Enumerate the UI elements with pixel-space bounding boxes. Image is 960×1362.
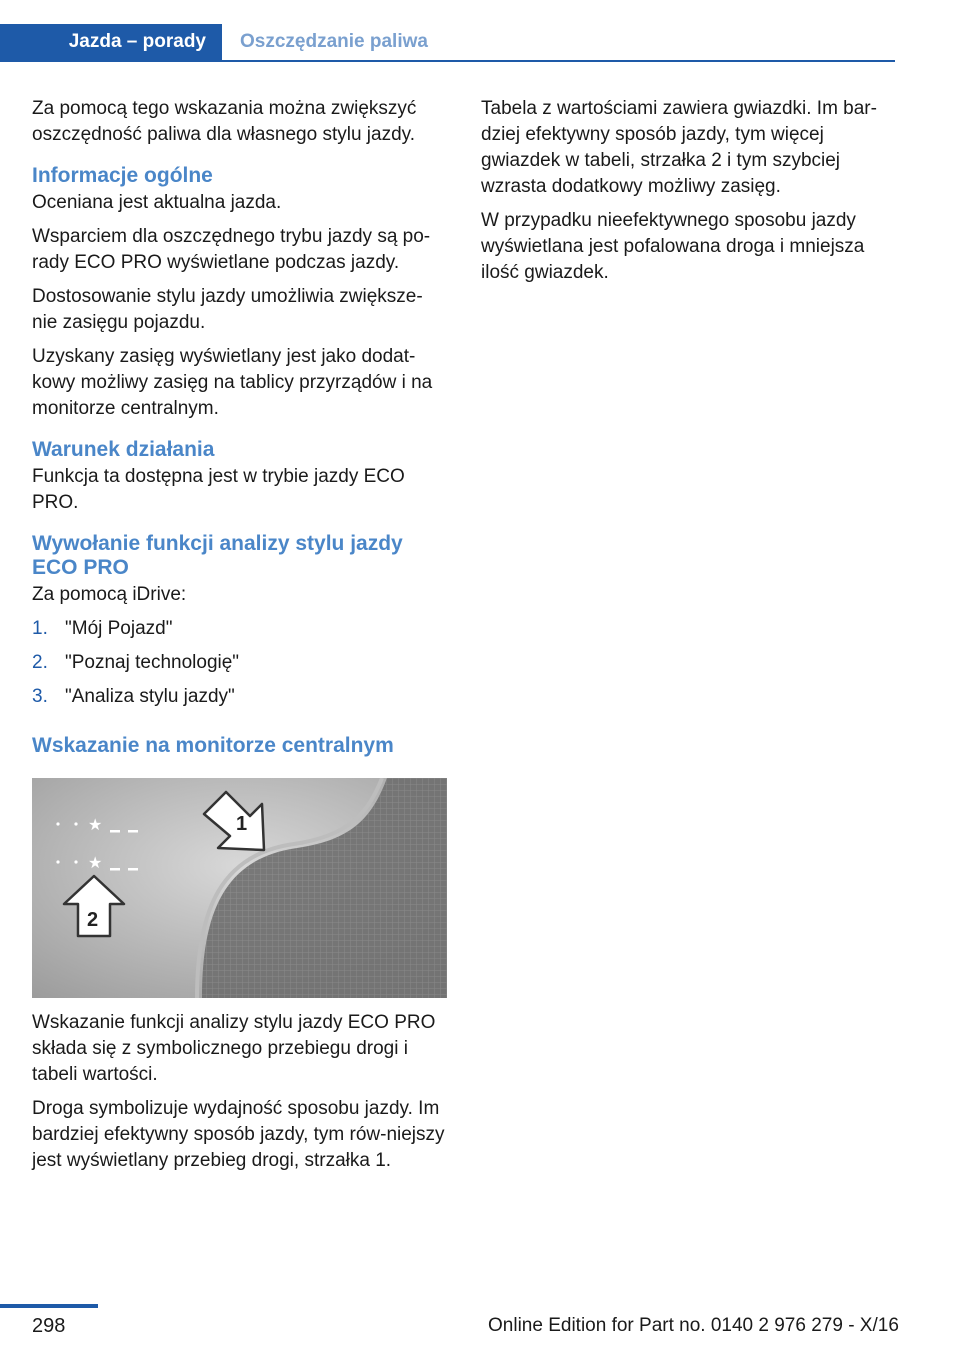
paragraph: Funkcja ta dostępna jest w trybie jazdy ECO PRO. <box>32 466 405 513</box>
heading-call-function: Wywołanie funkcji analizy stylu jazdy ECO PRO <box>32 532 403 579</box>
heading-display: Wskazanie na monitorze centralnym <box>32 734 394 757</box>
header-topic-tab <box>240 24 428 60</box>
header-divider <box>0 60 895 62</box>
step-text: "Analiza stylu jazdy" <box>65 686 235 707</box>
step-number: 1. <box>32 618 48 639</box>
header-section-label: Jazda – porady <box>68 31 206 52</box>
paragraph: Tabela z wartościami zawiera gwiazdki. Im bar-dziej efektywny sposób jazdy, tym więcej gwiazdek w tabeli, strzałka 2 i tym szybciej wzrasta dodatkowy możliwy zasięg. <box>481 98 877 197</box>
eco-pro-display-illustration <box>32 778 447 998</box>
paragraph: Wsparciem dla oszczędnego trybu jazdy są po-rady ECO PRO wyświetlane podczas jazdy. <box>32 226 431 273</box>
page-number: 298 <box>32 1315 66 1337</box>
step-number: 2. <box>32 652 48 673</box>
paragraph: Droga symbolizuje wydajność sposobu jazdy. Im bardziej efektywny sposób jazdy, tym rów-niejszy jest wyświetlany przebieg drogi, strzałka 1. <box>32 1098 445 1171</box>
paragraph: W przypadku nieefektywnego sposobu jazdy wyświetlana jest pofalowana droga i mniejsza ilość gwiazdek. <box>481 210 865 283</box>
svg-text:★: ★ <box>88 815 103 834</box>
heading-general: Informacje ogólne <box>32 164 213 187</box>
step-text: "Mój Pojazd" <box>65 618 173 639</box>
paragraph: Oceniana jest aktualna jazda. <box>32 192 282 213</box>
left-column <box>32 96 448 1182</box>
paragraph: Za pomocą iDrive: <box>32 584 187 605</box>
header-topic-label: Oszczędzanie paliwa <box>240 31 428 52</box>
list-item <box>32 650 448 684</box>
svg-text:★: ★ <box>88 853 103 872</box>
heading-condition: Warunek działania <box>32 438 215 461</box>
page-header <box>0 0 960 62</box>
paragraph: Dostosowanie stylu jazdy umożliwia zwiększe-nie zasięgu pojazdu. <box>32 286 423 333</box>
callout-label-1: 1 <box>236 813 248 835</box>
paragraph: Uzyskany zasięg wyświetlany jest jako dodat-kowy możliwy zasięg na tablicy przyrządów i na monitorze centralnym. <box>32 346 433 419</box>
step-text: "Poznaj technologię" <box>65 652 240 673</box>
list-item <box>32 684 448 718</box>
footer-divider <box>0 1304 98 1308</box>
list-item <box>32 616 448 650</box>
step-number: 3. <box>32 686 48 707</box>
paragraph: Wskazanie funkcji analizy stylu jazdy ECO PRO składa się z symbolicznego przebiegu drogi i tabeli wartości. <box>32 1012 436 1085</box>
intro-paragraph: Za pomocą tego wskazania można zwiększyć oszczędność paliwa dla własnego stylu jazdy. <box>32 98 417 145</box>
header-section-tab <box>0 24 222 60</box>
callout-label-2: 2 <box>87 909 99 931</box>
right-column <box>481 96 897 294</box>
edition-note: Online Edition for Part no. 0140 2 976 279 - X/16 <box>488 1315 899 1336</box>
steps-list <box>32 616 448 718</box>
